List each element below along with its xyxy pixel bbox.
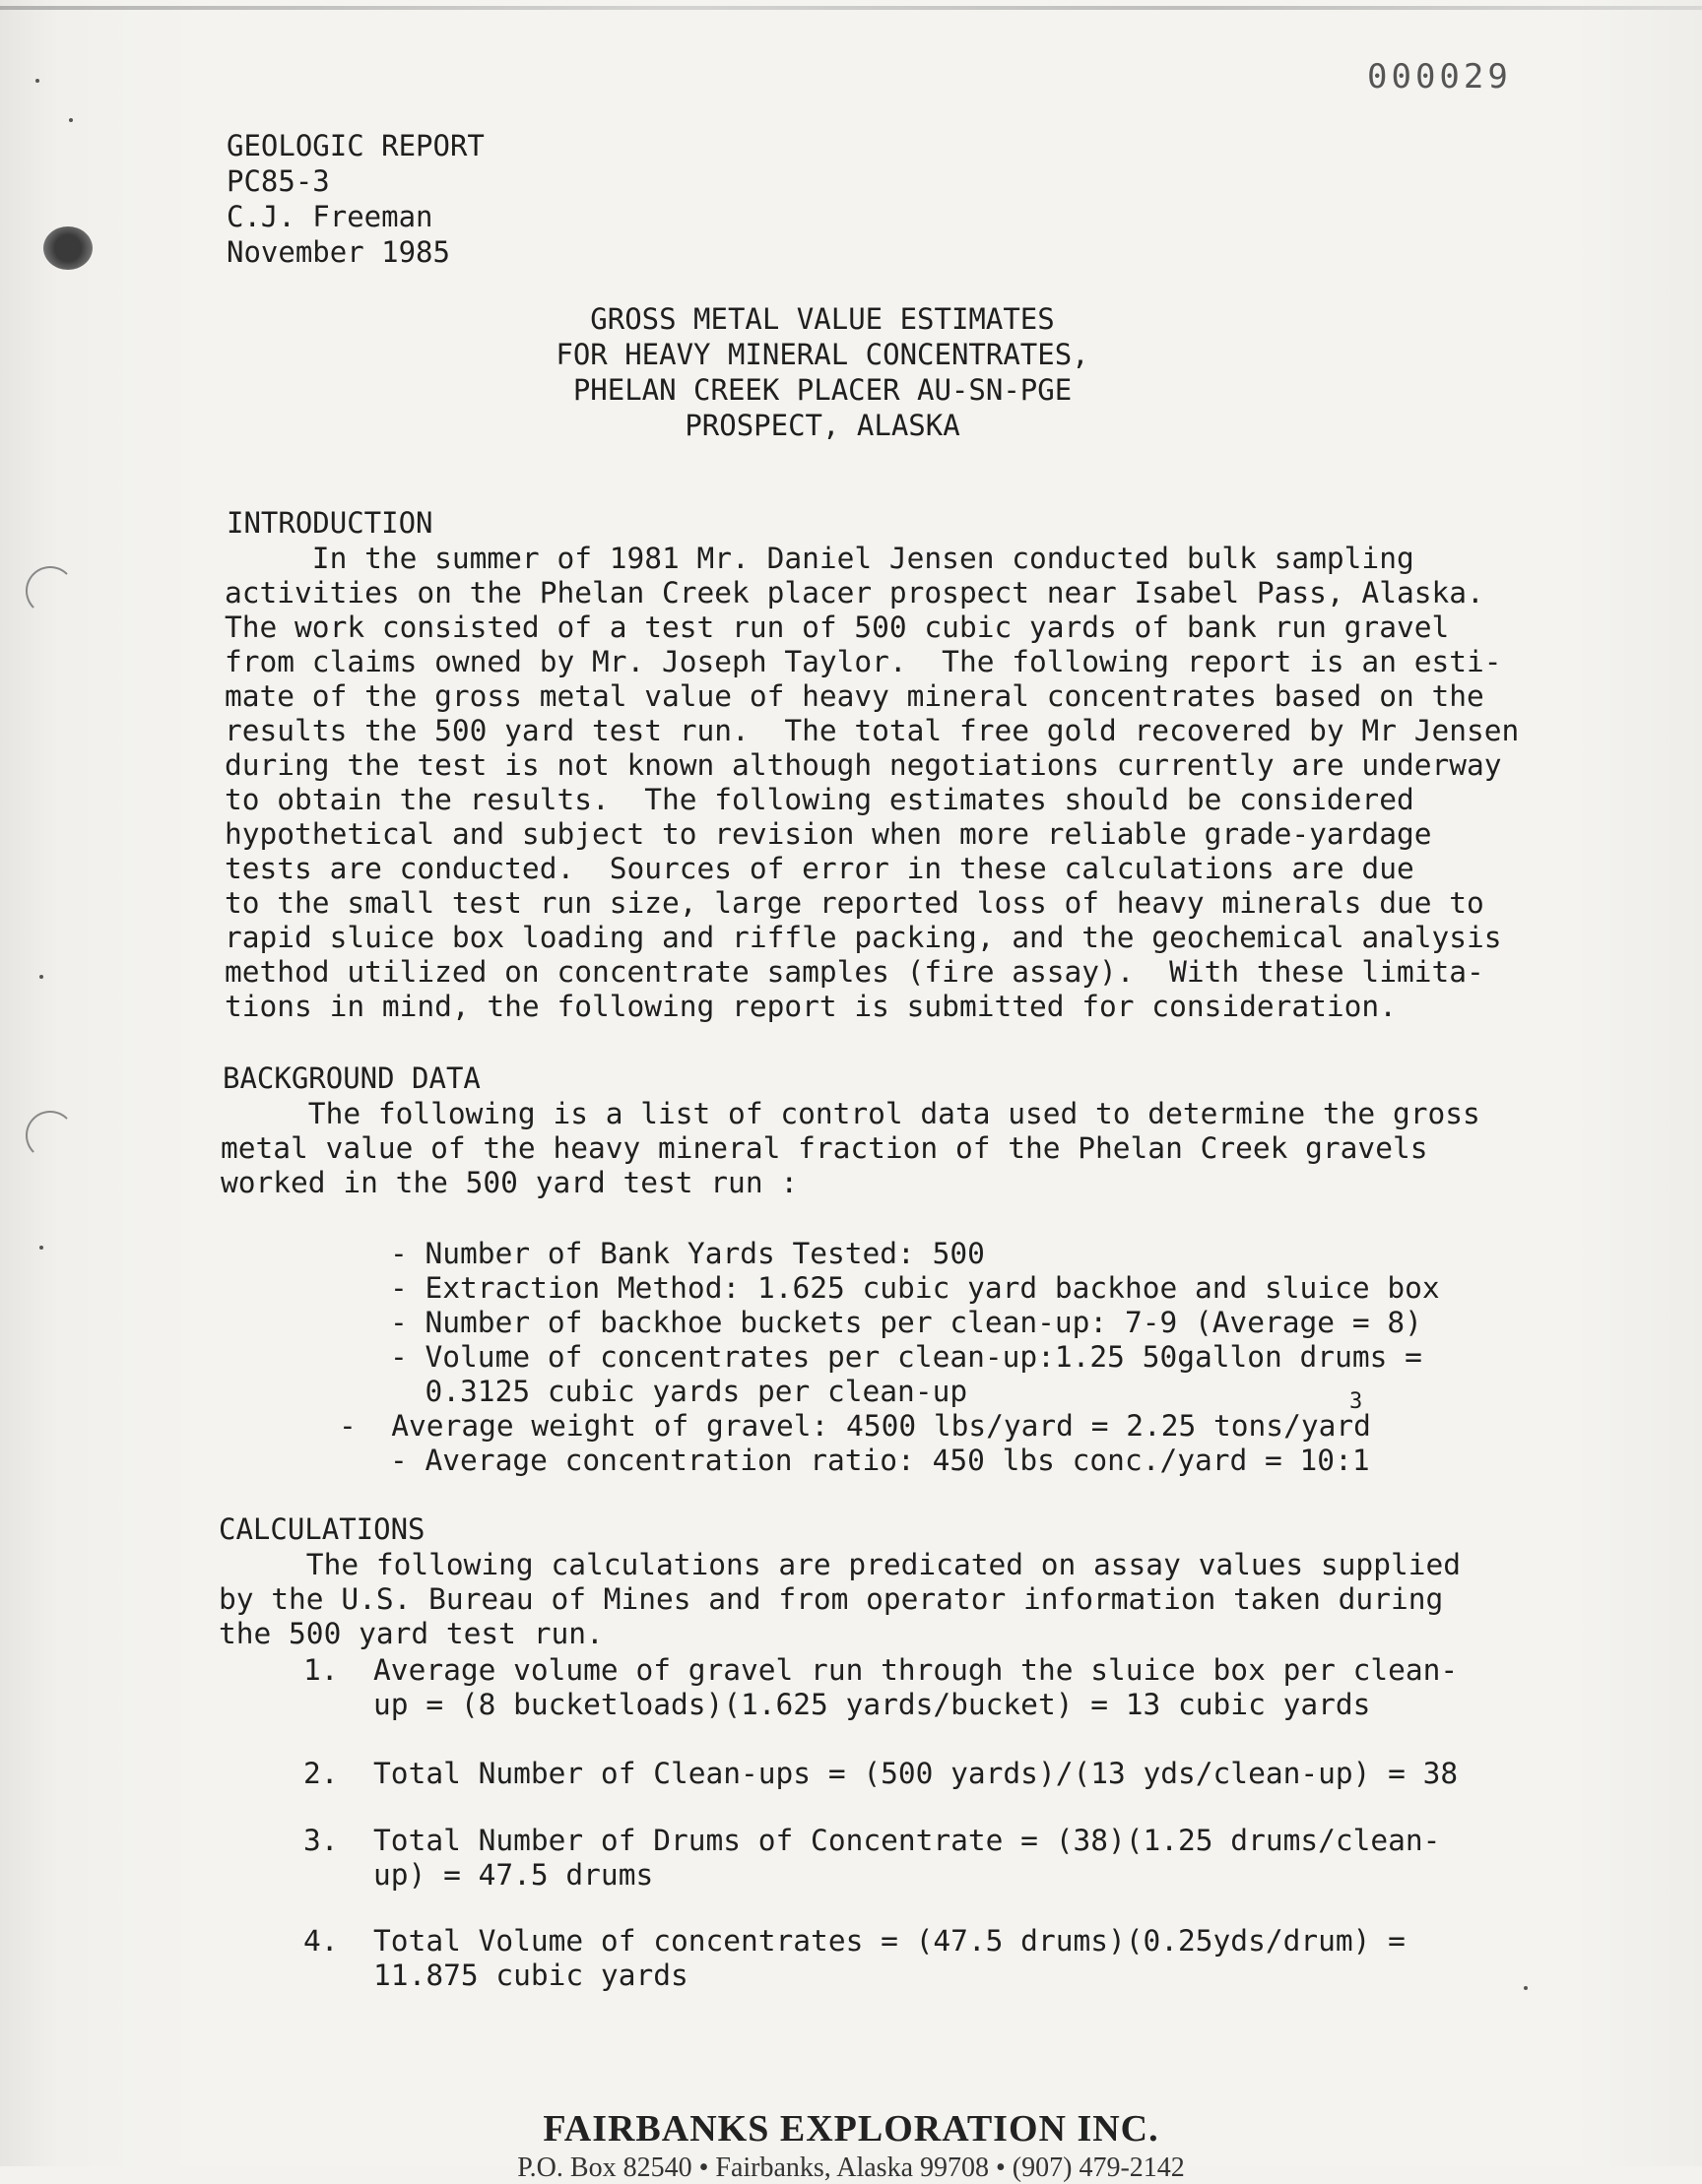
- document-title: [0, 301, 1645, 443]
- background-line: The following is a list of control data used to determine the gross: [221, 1097, 1480, 1130]
- calc-item-1-cont: up = (8 bucketloads)(1.625 yards/bucket) = 13 cubic yards: [303, 1688, 1371, 1721]
- intro-line: hypothetical and subject to revision when more reliable grade-yardage: [225, 817, 1432, 851]
- calc-item-1: 1. Average volume of gravel run through the sluice box per clean-: [303, 1653, 1459, 1687]
- company-name: FAIRBANKS EXPLORATION INC.: [543, 2108, 1159, 2150]
- intro-line: activities on the Phelan Creek placer prospect near Isabel Pass, Alaska.: [225, 576, 1484, 610]
- background-item: - Number of Bank Yards Tested: 500: [390, 1237, 985, 1270]
- scan-speck: [39, 975, 43, 979]
- background-item: - Average concentration ratio: 450 lbs conc./yard = 10:1: [390, 1444, 1370, 1477]
- title-line: FOR HEAVY MINERAL CONCENTRATES,: [556, 338, 1089, 371]
- calc-item-4: 4. Total Volume of concentrates = (47.5 drums)(0.25yds/drum) =: [303, 1924, 1406, 1958]
- calc-item-2: 2. Total Number of Clean-ups = (500 yards)/(13 yds/clean-up) = 38: [303, 1757, 1459, 1790]
- report-id: PC85-3: [227, 164, 330, 198]
- intro-line: from claims owned by Mr. Joseph Taylor. The following report is an esti-: [225, 645, 1502, 678]
- calc-item-4-cont: 11.875 cubic yards: [303, 1959, 688, 1992]
- background-heading: BACKGROUND DATA: [223, 1061, 481, 1095]
- background-item: 0.3125 cubic yards per clean-up: [390, 1375, 968, 1408]
- calculations-heading: CALCULATIONS: [219, 1512, 426, 1546]
- calculations-line: the 500 yard test run.: [219, 1617, 604, 1650]
- intro-line: rapid sluice box loading and riffle packing, and the geochemical analysis: [225, 921, 1502, 954]
- calc-item-3-cont: up) = 47.5 drums: [303, 1858, 654, 1892]
- scan-speck: [1524, 1986, 1528, 1990]
- background-item: - Extraction Method: 1.625 cubic yard backhoe and sluice box: [390, 1271, 1440, 1305]
- intro-line: during the test is not known although negotiations currently are underway: [225, 748, 1502, 782]
- page-number: 000029: [1367, 57, 1512, 96]
- report-type: GEOLOGIC REPORT: [227, 129, 485, 162]
- background-item: - Number of backhoe buckets per clean-up: 7-9 (Average = 8): [390, 1306, 1422, 1339]
- title-line: PHELAN CREEK PLACER AU-SN-PGE: [572, 373, 1073, 407]
- title-line: PROSPECT, ALASKA: [685, 409, 960, 442]
- intro-line: mate of the gross metal value of heavy mineral concentrates based on the: [225, 679, 1484, 713]
- intro-line: In the summer of 1981 Mr. Daniel Jensen conducted bulk sampling: [225, 542, 1414, 575]
- punch-hole-outline: [26, 566, 75, 615]
- introduction-heading: INTRODUCTION: [227, 506, 433, 540]
- intro-line: results the 500 yard test run. The total free gold recovered by Mr Jensen: [225, 714, 1520, 747]
- report-date: November 1985: [227, 235, 450, 269]
- report-header: [227, 128, 485, 270]
- punch-hole-outline: [26, 1111, 75, 1160]
- scan-speck: [69, 118, 73, 122]
- superscript: 3: [1349, 1389, 1363, 1414]
- background-line: metal value of the heavy mineral fraction of the Phelan Creek gravels: [221, 1131, 1428, 1165]
- intro-line: The work consisted of a test run of 500 cubic yards of bank run gravel: [225, 610, 1450, 644]
- scan-edge-line: [0, 6, 1702, 10]
- intro-line: method utilized on concentrate samples (fire assay). With these limita-: [225, 955, 1484, 989]
- calculations-line: The following calculations are predicated on assay values supplied: [219, 1548, 1461, 1581]
- scan-speck: [35, 79, 39, 83]
- calculations-line: by the U.S. Bureau of Mines and from operator information taken during: [219, 1582, 1444, 1616]
- punch-hole: [43, 226, 93, 270]
- scan-speck: [39, 1246, 43, 1250]
- intro-line: tests are conducted. Sources of error in these calculations are due: [225, 852, 1414, 885]
- intro-line: to obtain the results. The following estimates should be considered: [225, 783, 1414, 816]
- calc-item-3: 3. Total Number of Drums of Concentrate = (38)(1.25 drums/clean-: [303, 1824, 1441, 1857]
- title-line: GROSS METAL VALUE ESTIMATES: [590, 302, 1055, 336]
- intro-line: tions in mind, the following report is submitted for consideration.: [225, 990, 1397, 1023]
- company-address: P.O. Box 82540 • Fairbanks, Alaska 99708 • (907) 479-2142: [517, 2152, 1185, 2183]
- background-item: - Average weight of gravel: 4500 lbs/yard = 2.25 tons/yard: [339, 1409, 1371, 1443]
- intro-line: to the small test run size, large reported loss of heavy minerals due to: [225, 886, 1484, 920]
- background-line: worked in the 500 yard test run :: [221, 1166, 799, 1199]
- background-item: - Volume of concentrates per clean-up:1.25 50gallon drums =: [390, 1340, 1422, 1374]
- report-author: C.J. Freeman: [227, 200, 433, 233]
